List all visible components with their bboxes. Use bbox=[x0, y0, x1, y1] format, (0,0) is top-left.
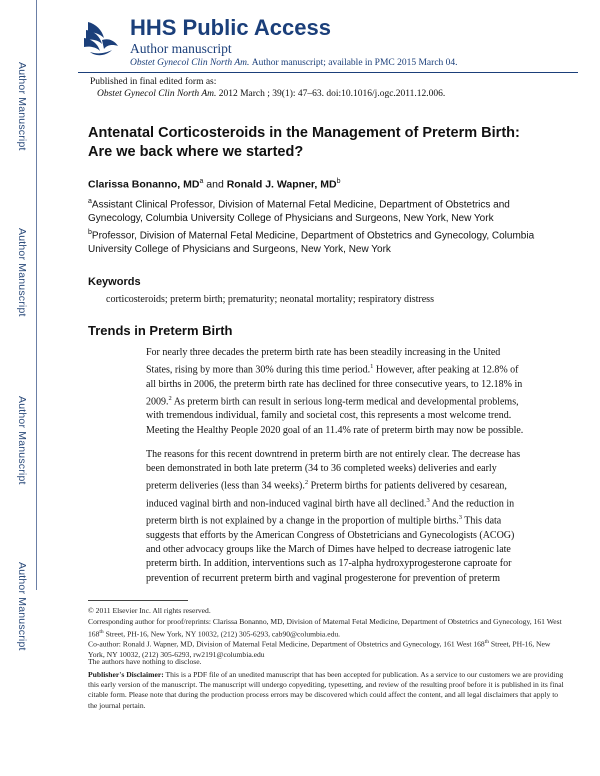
footnote-corresponding-a: Corresponding author for proof/reprints: Clarissa Bonanno, MD, Division of Maternal Fetal Medicine, Department of Obstetrics and Gynecology, 161 West 168 bbox=[88, 617, 562, 639]
sidebar-label-1: Author Manuscript bbox=[16, 62, 28, 151]
article-title-line-2: Are we back where we started? bbox=[88, 144, 304, 160]
affiliation-b bbox=[88, 226, 558, 256]
sidebar-label-4: Author Manuscript bbox=[16, 562, 28, 651]
affiliation-b-sup: b bbox=[88, 229, 92, 236]
published-citation bbox=[97, 89, 445, 99]
reference-4: 3 bbox=[426, 496, 430, 504]
sidebar-label-2: Author Manuscript bbox=[16, 228, 28, 317]
footnote-rule bbox=[88, 600, 188, 601]
author-separator: and bbox=[206, 178, 224, 191]
paragraph-1-part-c: As preterm birth can result in serious long-term medical and developmental problems, with tremendous individual, family and societal cost, this represents a most welcome trend. Meeting the Healthy People 2020 goal of an 11.4% rate of preterm birth may now be possible. bbox=[146, 396, 524, 436]
published-final-label: Published in final edited form as: bbox=[90, 77, 217, 87]
reference-2: 2 bbox=[168, 394, 172, 402]
author-1-sup: a bbox=[199, 178, 204, 185]
paragraph-2-part-d: This data suggests that efforts by the American Congress of Obstetricians and Gynecologists (ACOG) and other advocacy groups like the March of Dimes have helped to decrease iatrogenic late preterm birth. In addition, interventions such as 17-alpha hydroxyprogesterone caproate for prevention of recurrent preterm birth and vaginal progesterone for prevention of preterm bbox=[146, 515, 515, 584]
header-journal: Obstet Gynecol Clin North Am. bbox=[130, 58, 250, 68]
author-2-sup: b bbox=[336, 178, 341, 185]
footnote-coauthor-a: Co-author: Ronald J. Wapner, MD, Division of Maternal Fetal Medicine, Department of Obstetrics and Gynecology, 161 West 168 bbox=[88, 639, 485, 649]
footnote-corresponding-sup: th bbox=[99, 629, 104, 636]
paragraph-2-part-a: The reasons for this recent downtrend in preterm birth are not entirely clear. The decrease has been demonstrated in both late preterm (34 to 36 completed weeks) deliveries and early preterm deliveries (less than 34 weeks). bbox=[146, 449, 521, 492]
affiliation-a-sup: a bbox=[88, 198, 92, 205]
article-title-line-1: Antenatal Corticosteroids in the Management of Preterm Birth: bbox=[88, 125, 520, 141]
published-details: 2012 March ; 39(1): 47–63. doi:10.1016/j.ogc.2011.12.006. bbox=[218, 89, 446, 99]
keywords-text: corticosteroids; preterm birth; prematurity; neonatal mortality; respiratory distress bbox=[106, 294, 434, 305]
affiliation-a bbox=[88, 195, 558, 225]
paragraph-1 bbox=[146, 346, 526, 438]
header-availability: Author manuscript; available in PMC 2015 March 04. bbox=[251, 58, 458, 68]
hhs-eagle-logo-icon bbox=[78, 16, 122, 60]
paragraph-2-part-b: Preterm births for patients delivered by cesarean, induced vaginal birth and non-induced vaginal birth have all declined. bbox=[146, 480, 507, 510]
footnote-disclaimer-heading: Publisher's Disclaimer: bbox=[88, 670, 164, 679]
reference-3: 2 bbox=[304, 479, 309, 487]
footnote-coauthor-sup: th bbox=[484, 639, 489, 645]
article-title bbox=[88, 124, 568, 162]
reference-5: 3 bbox=[458, 514, 462, 522]
author-manuscript-label: Author manuscript bbox=[130, 41, 232, 56]
reference-1: 1 bbox=[370, 363, 374, 371]
affiliation-a-text: Assistant Clinical Professor, Division of Maternal Fetal Medicine, Department of Obstetrics and Gynecology, Columbia University College of Physicians and Surgeons, New York, New York bbox=[88, 199, 510, 224]
keywords-heading: Keywords bbox=[88, 276, 141, 288]
sidebar-label-3: Author Manuscript bbox=[16, 396, 28, 485]
hhs-public-access-title: HHS Public Access bbox=[130, 15, 331, 40]
sidebar-divider bbox=[36, 0, 37, 590]
published-journal: Obstet Gynecol Clin North Am. bbox=[97, 89, 217, 99]
affiliation-b-text: Professor, Division of Maternal Fetal Medicine, Department of Obstetrics and Gynecology, Columbia University College of Physicians and Surgeons, New York, New York bbox=[88, 230, 535, 255]
author-list bbox=[88, 178, 341, 191]
footnote-coauthor-b: Street, PH-16, New York, NY 10032, (212) 305-6293, rw2191@columbia.edu bbox=[88, 639, 551, 659]
footnote-disclosure: The authors have nothing to disclose. bbox=[88, 657, 202, 666]
header-rule bbox=[78, 72, 578, 73]
author-1: Clarissa Bonanno, MD bbox=[88, 178, 200, 191]
section-heading: Trends in Preterm Birth bbox=[88, 323, 233, 338]
paragraph-1-part-b: However, after peaking at 12.8% of all births in 2006, the preterm birth rate has declined for three consecutive years, to 12.18% in 2009. bbox=[146, 364, 523, 408]
paragraph-2-part-c: And the reduction in preterm birth is not explained by a change in the proportion of multiple births. bbox=[146, 498, 515, 527]
footnote-corresponding-b: Street, PH-16, New York, NY 10032, (212) 305-6293, cab90@columbia.edu. bbox=[103, 629, 341, 639]
author-2: Ronald J. Wapner, MD bbox=[226, 178, 337, 191]
header-citation bbox=[130, 58, 458, 68]
footnote-disclaimer bbox=[88, 670, 568, 711]
footnote-copyright: © 2011 Elsevier Inc. All rights reserved. bbox=[88, 606, 211, 615]
paragraph-2 bbox=[146, 448, 526, 586]
footnote-disclaimer-text: This is a PDF file of an unedited manuscript that has been accepted for publication. As a service to our customers we are providing this early version of the manuscript. The manuscript will undergo copyediting, typesetting, and review of the resulting proof before it is published in its final citable form. Please note that during the production process errors may be discovered which could affect the content, and all legal disclaimers that apply to the journal pertain. bbox=[88, 670, 564, 710]
paragraph-1-part-a: For nearly three decades the preterm birth rate has been steadily increasing in the United States, rising by more than 30% during this time period. bbox=[146, 347, 501, 376]
